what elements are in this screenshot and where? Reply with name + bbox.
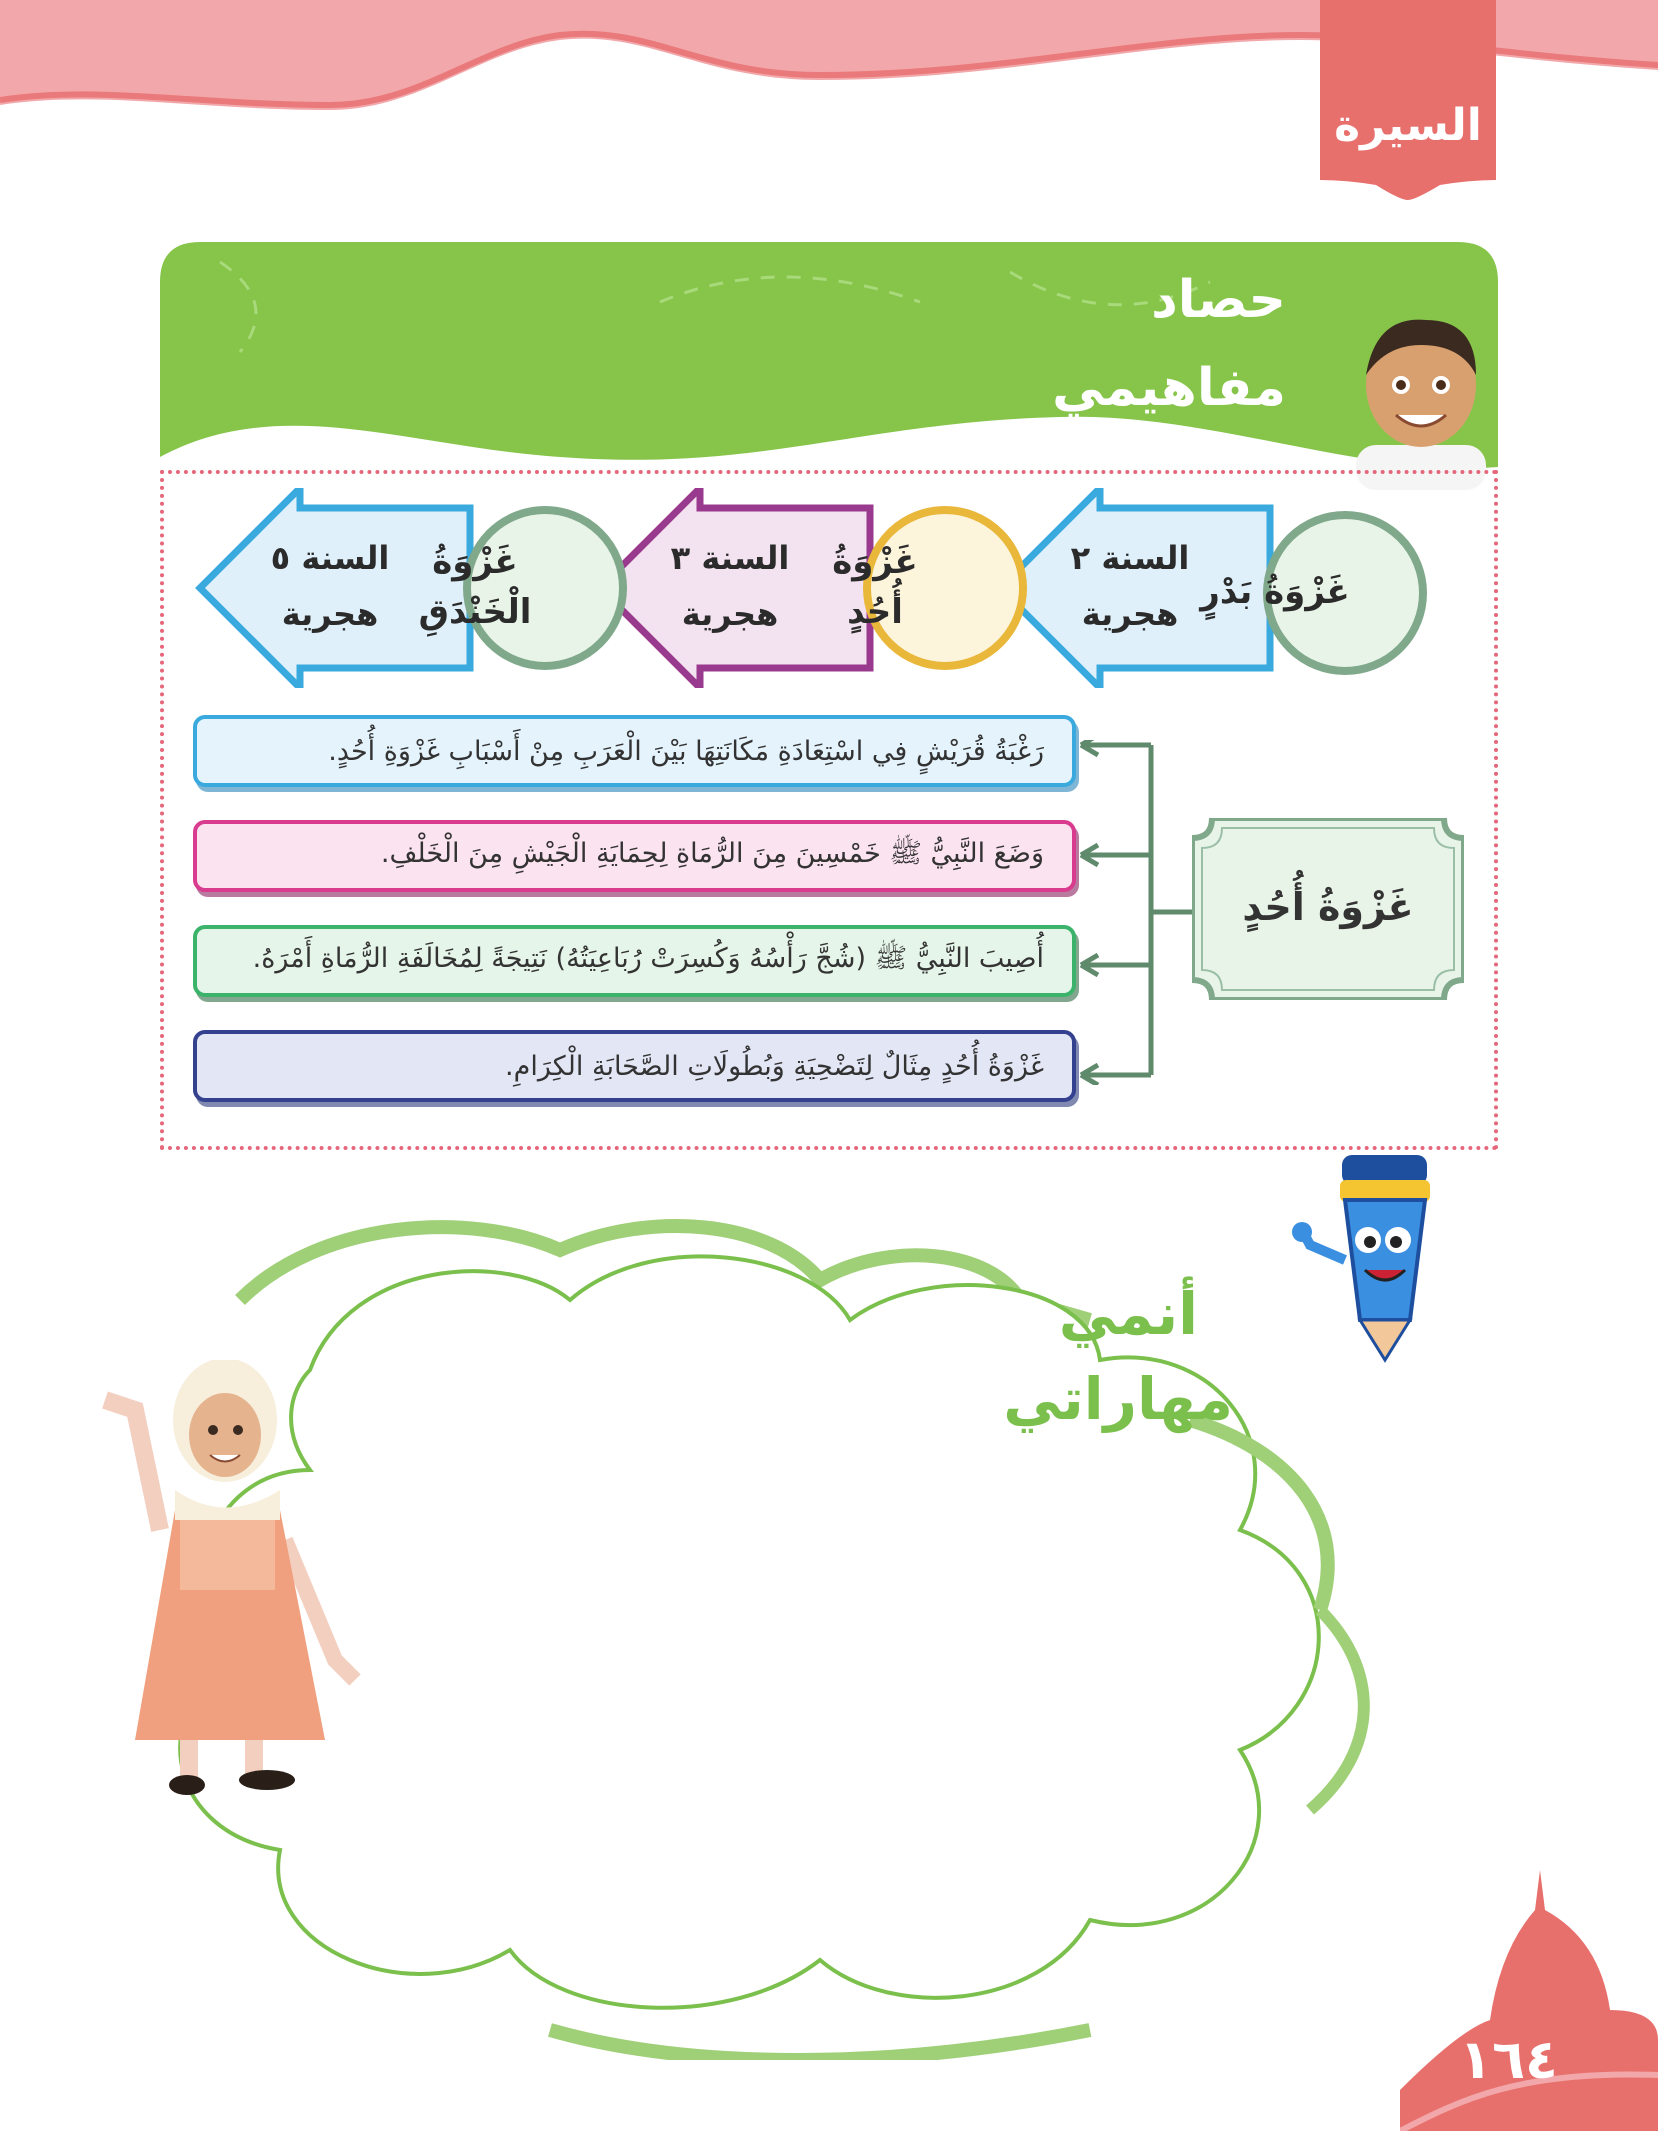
timeline-year-2-line2: هجرية	[681, 595, 779, 633]
section-tab-label: السيرة	[1334, 100, 1482, 151]
girl-avatar	[95, 1360, 365, 1800]
timeline-year-3-line2: هجرية	[281, 595, 379, 633]
timeline-year-1-line2: هجرية	[1081, 595, 1179, 633]
timeline-year-1-line1: السنة ٢	[1070, 539, 1190, 577]
fact-text-4: غَزْوَةُ أُحُدٍ مِثَالٌ لِتَضْحِيَةِ وَبُطُولَاتِ الصَّحَابَةِ الْكِرَامِ.	[505, 1050, 1044, 1082]
timeline-battle-2-line1: غَزْوَةُ	[832, 542, 918, 582]
timeline-year-3-line1: السنة ٥	[270, 539, 390, 577]
fact-text-3: أُصِيبَ النَّبِيُّ ﷺ (شُجَّ رَأْسُهُ وَكُسِرَتْ رُبَاعِيَتُهُ) نَتِيجَةً لِمُخَالَفَةِ الرُّمَاةِ أَمْرَهُ.	[252, 943, 1044, 974]
concepts-title-line1: حصاد	[1151, 270, 1286, 330]
fact-box-2	[193, 820, 1076, 892]
page-number-dome	[1400, 1870, 1658, 2131]
dotted-top-border	[160, 470, 1498, 474]
concepts-title-line2: مفاهيمي	[1052, 358, 1286, 418]
page-number: ١٦٤	[1459, 2028, 1558, 2091]
boy-avatar	[1346, 305, 1496, 490]
pencil-mascot	[1290, 1150, 1450, 1365]
concept-center-label: غَزْوَةُ أُحُدٍ	[1242, 885, 1414, 929]
concept-connectors	[1076, 740, 1196, 1085]
fact-box-3	[193, 925, 1076, 997]
timeline-battle-3-line2: الْخَنْدَقِ	[418, 592, 532, 632]
fact-box-1	[193, 715, 1076, 787]
skills-title-line1: أنمي	[1058, 1280, 1198, 1348]
timeline-year-2-line1: السنة ٣	[670, 539, 790, 577]
fact-box-4	[193, 1030, 1076, 1102]
fact-text-1: رَغْبَةُ قُرَيْشٍ فِي اسْتِعَادَةِ مَكَانَتِهَا بَيْنَ الْعَرَبِ مِنْ أَسْبَابِ غَزْوَةِ أُحُدٍ.	[328, 735, 1044, 767]
timeline-battle-1: غَزْوَةُ بَدْرٍ	[1200, 572, 1350, 612]
timeline-battle-3-line1: غَزْوَةُ	[432, 542, 518, 582]
fact-text-2: وَضَعَ النَّبِيُّ ﷺ خَمْسِينَ مِنَ الرُّمَاةِ لِحِمَايَةِ الْجَيْشِ مِنَ الْخَلْفِ.	[380, 838, 1044, 869]
skills-title-line2: مهاراتي	[1003, 1365, 1233, 1433]
concepts-header-band	[160, 242, 1498, 472]
timeline-battle-2-line2: أُحُدٍ	[847, 592, 903, 632]
